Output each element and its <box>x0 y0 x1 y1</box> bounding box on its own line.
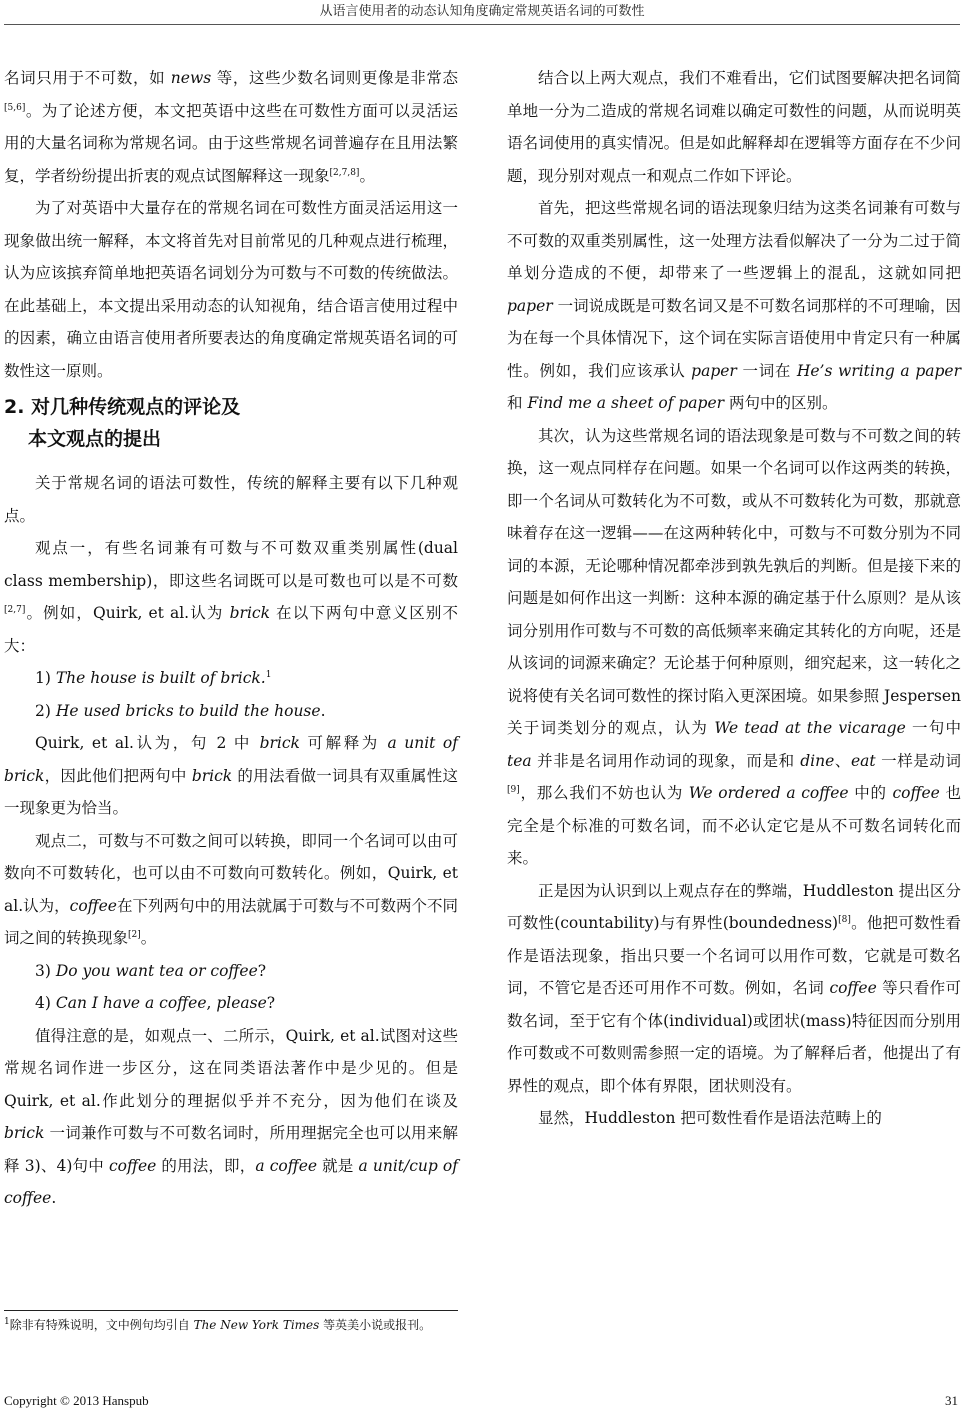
footnote-marker: 1 <box>265 669 272 680</box>
citation: [2,7] <box>4 604 26 615</box>
page-number: 31 <box>945 1393 958 1408</box>
example-sentence: 1) The house is built of brick.$^1$ <box>35 669 272 687</box>
copyright: Copyright © 2013 Hanspub <box>4 1393 149 1408</box>
citation: [2,7,8] <box>329 167 360 178</box>
citation: [5,6] <box>4 102 26 113</box>
citation: [9] <box>507 784 520 795</box>
example-sentence: 2) He used bricks to build the house. <box>35 701 326 720</box>
left-column <box>4 62 458 1215</box>
paragraph: 其次，认为这些常规名词的语法现象是可数与不可数之间的转换，这一观点同样存在问题。如果一个名词可以作这两类的转换，即一个名词从可数转化为不可数，或从不可数转化为可数，那就意味着存在这一逻辑——在这两种转化中，可数与不可数分别为不同词的本源，无论哪种情况都牵涉到孰先孰后的判断。但是接下来的问题是如何作出这一判断：这种本源的确定基于什么原则？是从该词分别用作可数与不可数的高低频率来确定其转化的方向呢，还是从该词的词源来确定？无论基于何种原则，细究起来，这一转化之说将使有关名词可数性的探讨陷入更深困境。如果参照 Jespersen 关于词类划分的观点，认为 We tead at the vicarage 一句中 tea 并非是名词用作动词的现象，而是和 dine、eat 一样是动词[9]，那么我们不妨也认为 We ordered a coffee 中的 coffee 也完全是个标准的可数名词，而不必认定它是从不可数名词转化而来。 <box>507 426 961 867</box>
running-head: 从语言使用者的动态认知角度确定常规英语名词的可数性 <box>319 4 645 19</box>
paragraph: 观点一，有些名词兼有可数与不可数双重类别属性(dual class membership)，即这些名词既可以是可数也可以是不可数[2,7]。例如，Quirk, et al.认为 brick 在以下两句中意义区别不大： <box>4 539 458 655</box>
footnote: $^1$除非有特殊说明，文中例句均引自 The New York Times 等英美小说或报刊。 <box>4 1317 432 1332</box>
paragraph: 正是因为认识到以上观点存在的弊端，Huddleston 提出区分可数性(countability)与有界性(boundedness)[8]。他把可数性看作是语法现象，指出只要一个名词可以用作可数，它就是可数名词，不管它是否还可用作不可数。例如，名词 coffee 等只看作可数名词，至于它有个体(individual)或团状(mass)特征因而分别用作可数或不可数则需参照一定的语境。为了解释后者，他提出了有界性的观点，即个体有界限，团状则没有。 <box>507 881 961 1095</box>
right-column <box>507 62 961 1135</box>
header-rule <box>4 24 960 25</box>
citation: [2] <box>128 929 141 940</box>
citation: [8] <box>838 914 851 925</box>
paragraph: 名词只用于不可数，如 news 等，这些少数名词则更像是非常态[5,6]。为了论述方便，本文把英语中这些在可数性方面可以灵活运用的大量名词称为常规名词。由于这些常规名词普遍存在且用法繁复，学者纷纷提出折衷的观点试图解释这一现象[2,7,8]。 <box>4 69 458 185</box>
paragraph: 为了对英语中大量存在的常规名词在可数性方面灵活运用这一现象做出统一解释，本文将首先对目前常见的几种观点进行梳理，认为应该摈弃简单地把英语名词划分为可数与不可数的传统做法。在此基础上，本文提出采用动态的认知视角，结合语言使用过程中的因素，确立由语言使用者所要表达的角度确定常规英语名词的可数性这一原则。 <box>4 199 458 380</box>
paragraph: 显然，Huddleston 把可数性看作是语法范畴上的 <box>538 1109 882 1127</box>
example-sentence: 4) Can I have a coffee, please? <box>35 994 276 1012</box>
paragraph: 观点二，可数与不可数之间可以转换，即同一个名词可以由可数向不可数转化，也可以由不可数向可数转化。例如，Quirk, et al.认为，coffee在下列两句中的用法就属于可数与不可数两个不同词之间的转换现象[2]。 <box>4 831 458 947</box>
paragraph: 值得注意的是，如观点一、二所示，Quirk, et al.试图对这些常规名词作进一步区分，这在同类语法著作中是少见的。但是 Quirk, et al.作此划分的理据似乎并不充分，因为他们在谈及 brick 一词兼作可数与不可数名词时，所用理据完全也可以用来解释 3)、4)句中 coffee 的用法，即，a coffee 就是 a unit/cup of coffee. <box>4 1026 458 1207</box>
footnote-rule <box>4 1310 458 1311</box>
example-sentence: 3) Do you want tea or coffee? <box>35 961 267 980</box>
section-heading: 2. 对几种传统观点的评论及 本文观点的提出 <box>4 396 241 450</box>
paragraph: 首先，把这些常规名词的语法现象归结为这类名词兼有可数与不可数的双重类别属性，这一处理方法看似解决了一分为二过于简单划分造成的不便，却带来了一些逻辑上的混乱，这就如同把 paper 一词说成既是可数名词又是不可数名词那样的不可理喻，因为在每一个具体情况下，这个词在实际言语使用中肯定只有一种属性。例如，我们应该承认 paper 一词在 He’s writing a paper 和 Find me a sheet of paper 两句中的区别。 <box>507 199 961 412</box>
paragraph: 关于常规名词的语法可数性，传统的解释主要有以下几种观点。 <box>4 474 458 525</box>
paragraph: 结合以上两大观点，我们不难看出，它们试图要解决把名词简单地一分为二造成的常规名词难以确定可数性的问题，从而说明英语名词使用的真实情况。但是如此解释却在逻辑等方面存在不少问题，现分别对观点一和观点二作如下评论。 <box>507 69 961 185</box>
paragraph: Quirk, et al.认为，句 2 中 brick 可解释为 a unit of brick，因此他们把两句中 brick 的用法看做一词具有双重属性这一现象更为恰当。 <box>4 734 458 817</box>
